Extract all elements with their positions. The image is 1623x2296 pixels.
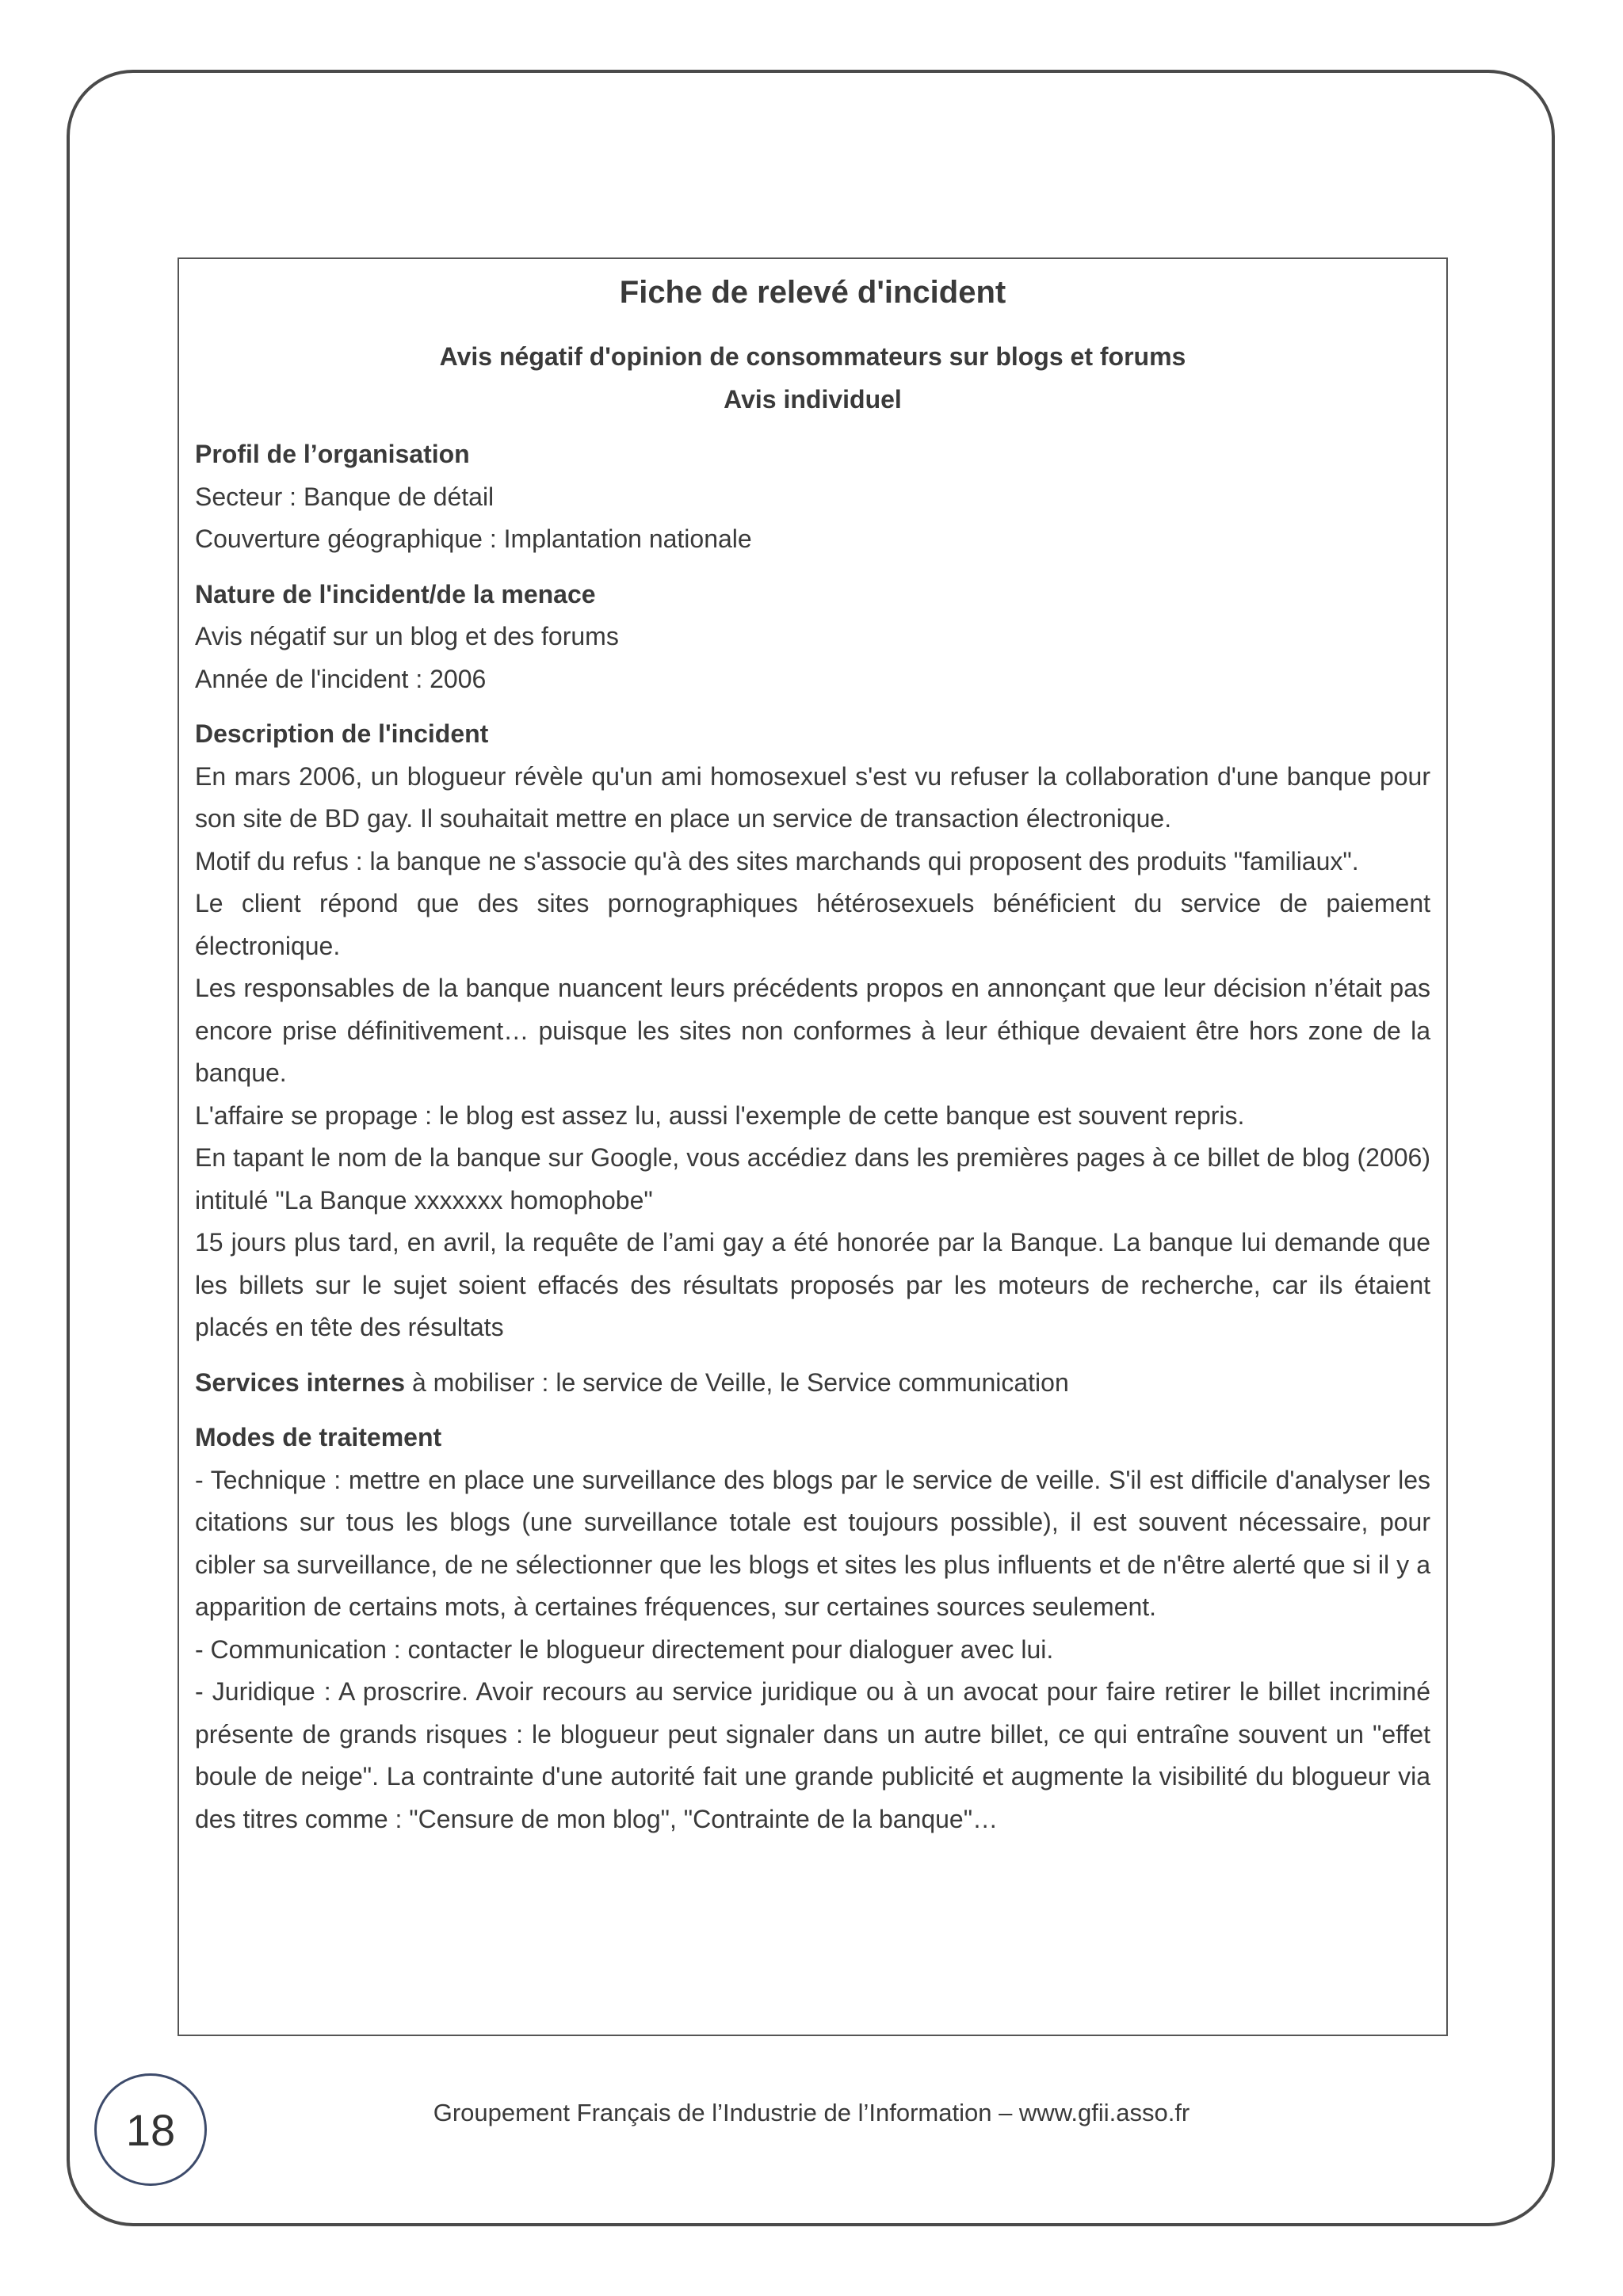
section-heading-modes: Modes de traitement (195, 1423, 442, 1451)
description-paragraph: L'affaire se propage : le blog est assez lu, aussi l'exemple de cette banque est souvent repris. (195, 1100, 1245, 1130)
description-paragraph: Les responsables de la banque nuancent leurs précédents propos en annonçant que leur décision n’était pas encore prise définitivement… puisque les sites non conformes à leur éthique devaient être hors zone de la banque. (195, 974, 1430, 1087)
incident-report-box (178, 257, 1448, 2036)
section-heading-description: Description de l'incident (195, 719, 489, 748)
description-paragraph: Le client répond que des sites pornographiques hétérosexuels bénéficient du service de paiement électronique. (195, 889, 1430, 960)
description-paragraph: En tapant le nom de la banque sur Google, vous accédiez dans les premières pages à ce billet de blog (2006) intitulé "La Banque xxxxxxx homophobe" (195, 1143, 1430, 1215)
section-heading-nature: Nature de l'incident/de la menace (195, 579, 596, 608)
profil-couverture: Couverture géographique : Implantation nationale (195, 524, 752, 553)
section-modes (195, 1417, 1430, 1840)
modes-paragraph: - Communication : contacter le blogueur directement pour dialoguer avec lui. (195, 1634, 1054, 1664)
nature-line: Avis négatif sur un blog et des forums (195, 622, 619, 650)
description-paragraph: En mars 2006, un blogueur révèle qu'un ami homosexuel s'est vu refuser la collaboration d'une banque pour son site de BD gay. Il souhaitait mettre en place un service de transaction électronique. (195, 761, 1430, 833)
modes-paragraph: - Technique : mettre en place une surveillance des blogs par le service de veille. S'il est difficile d'analyser les citations sur tous les blogs (une surveillance totale est toujours possible), il est souvent nécessaire, pour cibler sa surveillance, de ne sélectionner que les blogs et sites les plus influents et de n'être alerté que si il y a apparition de certains mots, à certaines fréquences, sur certaines sources seulement. (195, 1465, 1430, 1621)
form-title: Fiche de relevé d'incident (619, 275, 1006, 310)
form-subtitle-2: Avis individuel (724, 385, 902, 414)
form-subtitle-1: Avis négatif d'opinion de consommateurs sur blogs et forums (439, 342, 1186, 371)
profil-secteur: Secteur : Banque de détail (195, 482, 495, 511)
section-profil (195, 433, 1430, 561)
section-nature (195, 574, 1430, 701)
nature-year: Année de l'incident : 2006 (195, 664, 487, 693)
services-label: Services internes (195, 1367, 406, 1397)
form-subtitles (195, 335, 1430, 421)
section-heading-profil: Profil de l’organisation (195, 440, 470, 468)
section-description (195, 713, 1430, 1349)
services-text: à mobiliser : le service de Veille, le Service communication (405, 1367, 1069, 1397)
modes-paragraph: - Juridique : A proscrire. Avoir recours au service juridique ou à un avocat pour faire retirer le billet incriminé présente de grands risques : le blogueur peut signaler dans un autre billet, ce qui entraîne souvent un "effet boule de neige". La contrainte d'une autorité fait une grande publicité et augmente la visibilité du blogueur via des titres comme : "Censure de mon blog", "Contrainte de la banque"… (195, 1677, 1430, 1833)
services-line (195, 1362, 1430, 1405)
page-number-badge: 18 (94, 2073, 207, 2186)
description-paragraph: Motif du refus : la banque ne s'associe qu'à des sites marchands qui proposent des produits "familiaux". (195, 846, 1359, 875)
description-paragraph: 15 jours plus tard, en avril, la requête de l’ami gay a été honorée par la Banque. La banque lui demande que les billets sur le sujet soient effacés des résultats proposés par les moteurs de recherche, car ils étaient placés en tête des résultats (195, 1228, 1430, 1341)
section-services (195, 1362, 1430, 1405)
footer-text: Groupement Français de l’Industrie de l’Information – www.gfii.asso.fr (433, 2099, 1190, 2126)
